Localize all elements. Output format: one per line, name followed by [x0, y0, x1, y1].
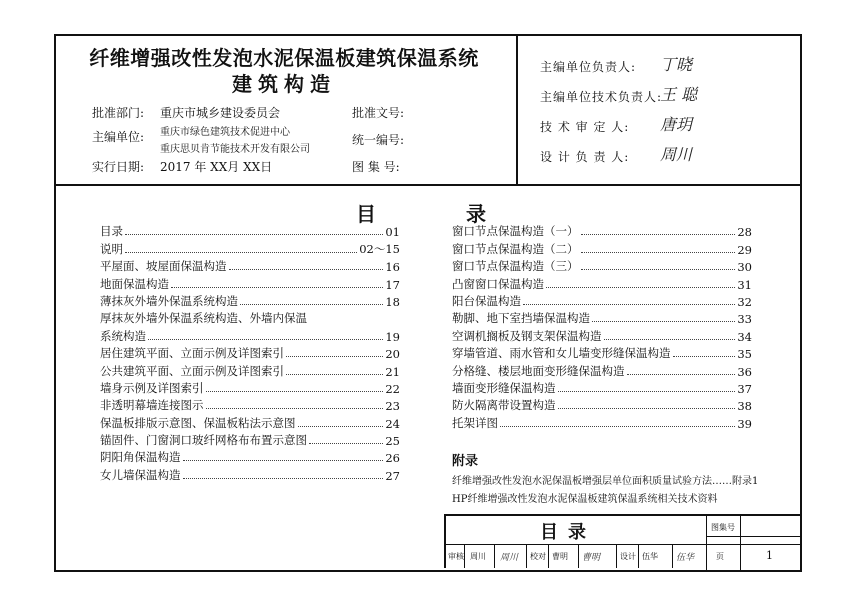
- tb-divider: [444, 544, 446, 568]
- toc-entry-page: 36: [737, 364, 752, 379]
- approval-dept-value: 重庆市城乡建设委员会: [160, 106, 281, 120]
- approval-dept-label: 批准部门:: [92, 106, 145, 120]
- toc-entry-label: 墙身示例及详图索引: [100, 380, 204, 395]
- toc-leader-dots: [206, 391, 384, 392]
- toc-entry-page: 38: [737, 399, 752, 414]
- editor-unit-value1: 重庆市绿色建筑技术促进中心: [160, 127, 290, 138]
- toc-entry: [100, 309, 400, 326]
- toc-entry: [100, 448, 400, 465]
- title-block-name: 目录: [540, 522, 596, 543]
- toc-leader-dots: [298, 426, 384, 427]
- editor-unit-label: 主编单位:: [92, 130, 145, 144]
- document-title-line2: 建筑构造: [232, 72, 336, 96]
- toc-entry: [452, 396, 752, 413]
- toc-entry-label: 防火隔离带设置构造: [452, 398, 556, 413]
- toc-entry-label: 地面保温构造: [100, 276, 169, 291]
- toc-heading-left: 目: [356, 202, 376, 226]
- review-signature: 周川: [500, 553, 519, 563]
- toc-entry-page: 24: [385, 416, 400, 431]
- toc-entry-label: 说明: [100, 241, 123, 256]
- toc-entry-label: 锚固件、门窗洞口玻纤网格布布置示意图: [100, 433, 307, 448]
- editor-unit-value2: 重庆思贝肯节能技术开发有限公司: [160, 144, 310, 155]
- sig-role-4: 设 计 负 责 人:: [540, 150, 630, 164]
- toc-leader-dots: [171, 287, 383, 288]
- sig-role-3: 技 术 审 定 人:: [540, 120, 630, 134]
- toc-entry-page: 21: [385, 364, 400, 379]
- header-divider-horizontal: [54, 184, 802, 186]
- toc-entry-page: 22: [385, 381, 400, 396]
- toc-entry-page: 35: [737, 347, 752, 362]
- toc-entry: [100, 292, 400, 309]
- toc-leader-dots: [286, 374, 383, 375]
- toc-entry: [452, 344, 752, 361]
- title-block-top: [444, 514, 802, 544]
- review-label: 审核: [448, 552, 464, 561]
- toc-entry-label: 平屋面、坡屋面保温构造: [100, 259, 227, 274]
- atlas-no-label: 图 集 号:: [352, 160, 400, 174]
- approval-no-label: 批准文号:: [352, 106, 405, 120]
- toc-entry-label: 阴阳角保温构造: [100, 450, 181, 465]
- check-label: 校对: [530, 552, 546, 561]
- toc-entry-page: 17: [385, 277, 400, 292]
- toc-leader-dots: [229, 269, 384, 270]
- toc-entry: [452, 292, 752, 309]
- toc-leader-dots: [206, 408, 384, 409]
- design-label: 设计: [620, 552, 636, 561]
- toc-entry-page: 29: [737, 242, 752, 257]
- toc-leader-dots: [500, 426, 735, 427]
- toc-leader-dots: [581, 252, 736, 253]
- toc-leader-dots: [627, 374, 736, 375]
- toc-entry-page: 25: [385, 434, 400, 449]
- sig-3: 唐玥: [660, 115, 693, 134]
- tb-divider: [616, 544, 617, 568]
- check-signature: 曹明: [582, 553, 601, 563]
- toc-right-column: [452, 222, 752, 431]
- appendix-line-1: 纤维增强改性发泡水泥保温板增强层单位面积质量试验方法……附录1: [452, 476, 759, 487]
- toc-entry: [100, 413, 400, 430]
- toc-entry-page: 20: [385, 347, 400, 362]
- design-name: 伍华: [642, 552, 658, 561]
- unified-no-label: 统一编号:: [352, 133, 405, 147]
- toc-entry-page: 23: [385, 399, 400, 414]
- design-signature: 伍华: [676, 553, 695, 563]
- toc-entry: [100, 344, 400, 361]
- effective-date-label: 实行日期:: [92, 160, 145, 174]
- toc-entry: [100, 379, 400, 396]
- toc-leader-dots: [558, 408, 736, 409]
- toc-entry: [452, 413, 752, 430]
- toc-entry-page: 33: [737, 312, 752, 327]
- toc-entry-page: 02～15: [359, 241, 400, 256]
- toc-entry-label: 薄抹灰外墙外保温系统构造: [100, 293, 238, 308]
- tb-divider: [672, 544, 673, 568]
- toc-entry: [452, 361, 752, 378]
- toc-entry-label: 分格缝、楼层地面变形缝保温构造: [452, 363, 625, 378]
- toc-leader-dots: [581, 269, 736, 270]
- toc-entry-label: 女儿墙保温构造: [100, 467, 181, 482]
- effective-date-value: 2017 年 XX月 XX日: [160, 160, 273, 174]
- tb-divider: [578, 544, 579, 568]
- toc-entry: [100, 239, 400, 256]
- tb-divider: [444, 544, 802, 545]
- toc-entry-label: 勒脚、地下室挡墙保温构造: [452, 311, 590, 326]
- toc-entry: [100, 361, 400, 378]
- header-divider-vertical: [516, 34, 518, 184]
- toc-entry-label: 居住建筑平面、立面示例及详图索引: [100, 346, 284, 361]
- toc-entry-label: 目录: [100, 224, 123, 239]
- toc-leader-dots: [125, 234, 383, 235]
- sig-2: 王 聪: [660, 85, 698, 104]
- toc-entry: [100, 465, 400, 482]
- toc-entry-label: 穿墙管道、雨水管和女儿墙变形缝保温构造: [452, 346, 671, 361]
- toc-entry-page: 18: [385, 294, 400, 309]
- toc-entry-label: 窗口节点保温构造（三）: [452, 259, 579, 274]
- tb-divider: [494, 544, 495, 568]
- tb-divider: [464, 544, 465, 568]
- toc-entry-page: 31: [737, 277, 752, 292]
- toc-entry-label: 凸窗窗口保温构造: [452, 276, 544, 291]
- toc-entry-label: 公共建筑平面、立面示例及详图索引: [100, 363, 284, 378]
- toc-entry-page: 30: [737, 260, 752, 275]
- toc-entry: [100, 326, 400, 343]
- toc-leader-dots: [558, 391, 736, 392]
- toc-leader-dots: [523, 304, 735, 305]
- toc-leader-dots: [183, 478, 384, 479]
- toc-leader-dots: [604, 339, 736, 340]
- toc-entry-label: 非透明幕墙连接图示: [100, 398, 204, 413]
- toc-entry-page: 26: [385, 451, 400, 466]
- title-block: [444, 514, 802, 572]
- toc-leader-dots: [286, 356, 383, 357]
- page-number: 1: [766, 549, 773, 562]
- tb-divider: [706, 514, 707, 572]
- toc-entry: [100, 431, 400, 448]
- tb-divider: [740, 514, 741, 572]
- tb-divider: [638, 544, 639, 568]
- appendix-heading: 附录: [452, 454, 479, 469]
- toc-entry-page: 27: [385, 468, 400, 483]
- toc-entry-page: 28: [737, 225, 752, 240]
- atlas-no-cell-label: 图集号: [711, 523, 735, 532]
- toc-entry: [452, 309, 752, 326]
- toc-leader-dots: [125, 252, 357, 253]
- appendix-line-2: HP纤维增强改性发泡水泥保温板建筑保温系统相关技术资料: [452, 494, 718, 505]
- toc-leader-dots: [183, 460, 384, 461]
- toc-left-column: [100, 222, 400, 483]
- toc-entry-page: 34: [737, 329, 752, 344]
- toc-leader-dots: [581, 234, 736, 235]
- toc-entry: [100, 257, 400, 274]
- toc-heading-right: 录: [466, 202, 486, 226]
- toc-entry-label: 托架详图: [452, 415, 498, 430]
- toc-entry-page: 37: [737, 381, 752, 396]
- toc-entry: [100, 396, 400, 413]
- toc-entry-label: 保温板排版示意图、保温板粘法示意图: [100, 415, 296, 430]
- toc-entry-label: 窗口节点保温构造（一）: [452, 224, 579, 239]
- toc-entry: [100, 274, 400, 291]
- toc-entry-page: 39: [737, 416, 752, 431]
- sig-1: 丁晓: [660, 55, 693, 74]
- toc-entry-label: 阳台保温构造: [452, 293, 521, 308]
- toc-leader-dots: [592, 321, 735, 322]
- toc-entry-label: 系统构造: [100, 328, 146, 343]
- tb-divider: [526, 544, 527, 568]
- toc-entry-page: 19: [385, 329, 400, 344]
- check-name: 曹明: [552, 552, 568, 561]
- toc-entry: [452, 326, 752, 343]
- toc-entry-label: 空调机搁板及钢支架保温构造: [452, 328, 602, 343]
- review-name: 周川: [470, 552, 486, 561]
- toc-entry-page: 32: [737, 294, 752, 309]
- toc-entry: [452, 257, 752, 274]
- tb-divider: [548, 544, 549, 568]
- toc-entry-label: 墙面变形缝保温构造: [452, 380, 556, 395]
- toc-entry: [452, 222, 752, 239]
- sig-role-2: 主编单位技术负责人:: [540, 90, 663, 104]
- toc-entry-page: 01: [385, 225, 400, 240]
- document-title-line1: 纤维增强改性发泡水泥保温板建筑保温系统: [89, 46, 479, 70]
- toc-entry-label: 厚抹灰外墙外保温系统构造、外墙内保温: [100, 311, 307, 326]
- toc-leader-dots: [673, 356, 736, 357]
- toc-leader-dots: [546, 287, 735, 288]
- sig-4: 周川: [660, 145, 693, 164]
- page-label: 页: [716, 552, 724, 561]
- toc-leader-dots: [309, 443, 383, 444]
- toc-entry: [452, 239, 752, 256]
- tb-divider: [706, 536, 802, 537]
- toc-entry: [452, 274, 752, 291]
- toc-leader-dots: [240, 304, 383, 305]
- toc-entry-label: 窗口节点保温构造（二）: [452, 241, 579, 256]
- toc-entry: [100, 222, 400, 239]
- toc-entry: [452, 379, 752, 396]
- toc-entry-page: 16: [385, 260, 400, 275]
- sig-role-1: 主编单位负责人:: [540, 60, 637, 74]
- toc-leader-dots: [148, 339, 383, 340]
